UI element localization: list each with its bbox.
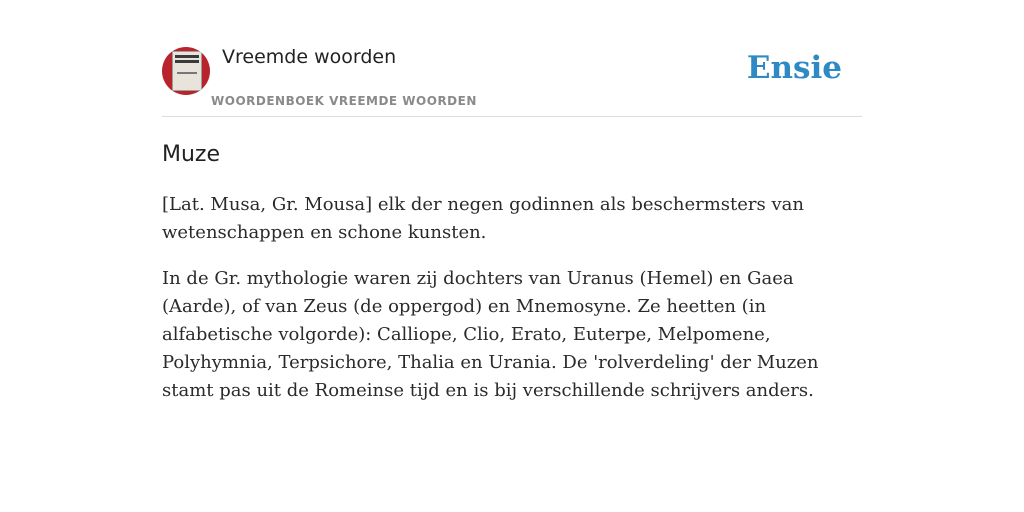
entry-term-title: Muze bbox=[162, 142, 221, 167]
entry-definition-paragraph: [Lat. Musa, Gr. Mousa] elk der negen godinnen als beschermsters van wetenschappen en schone kunsten. bbox=[162, 194, 804, 243]
dictionary-name-link[interactable]: Vreemde woorden bbox=[222, 46, 397, 68]
dictionary-subtitle: WOORDENBOEK VREEMDE WOORDEN bbox=[211, 94, 477, 108]
book-cover-icon bbox=[172, 51, 202, 91]
entry-mythology-paragraph: In de Gr. mythologie waren zij dochters van Uranus (Hemel) en Gaea (Aarde), of van Zeus (de oppergod) en Mnemosyne. Ze heetten (in alfabetische volgorde): Calliope, Clio, Erato, Euterpe, Melpomene, Polyhymnia, Terpsichore, Thalia en Urania. De 'rolverdeling' der Muzen stamt pas uit de Romeinse tijd en is bij verschillende schrijvers anders. bbox=[162, 268, 819, 401]
header bbox=[162, 0, 862, 117]
ensie-logo-link[interactable]: Ensie bbox=[746, 50, 842, 86]
dictionary-avatar-icon[interactable] bbox=[162, 47, 210, 95]
page-container bbox=[162, 0, 862, 405]
